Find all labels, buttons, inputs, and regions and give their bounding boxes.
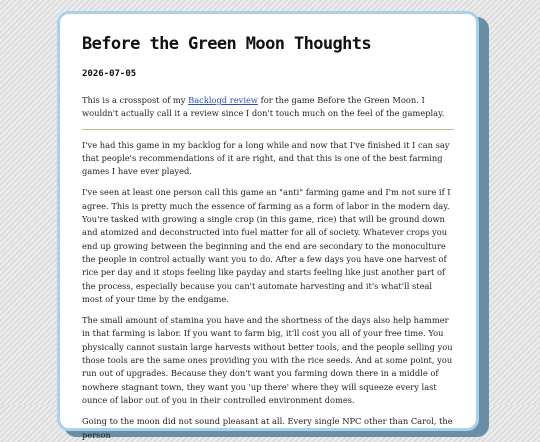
intro-text-after: for the game Before the Green Moon. I wouldn't actually call it a review since I don't touch much on the feel of the gameplay. bbox=[82, 95, 445, 119]
body-paragraph-1: I've had this game in my backlog for a long while and now that I've finished it I can say that people's recommendations of it are right, and that this is one of the best farming games I have ever played. bbox=[82, 139, 450, 177]
post-date: 2026-07-05 bbox=[82, 69, 137, 79]
backlogd-review-link[interactable]: Backlogd review bbox=[188, 95, 258, 105]
intro-text-before: This is a crosspost of my bbox=[82, 95, 189, 105]
body-paragraph-3: The small amount of stamina you have and the shortness of the days also help hammer in that farming is labor. If you want to farm big, it'll cost you all of your free time. You physically cannot sustain large harvests without better tools, and the people selling you those tools are the same ones providing you with the rice seeds. And at some point, you run out of upgrades. Because they don't want you farming down there in a middle of nowhere stagnant town, they want you 'up there' where they will squeeze every last ounce of labor out of you in their controlled environment domes. bbox=[82, 315, 453, 405]
body-paragraph-2: I've seen at least one person call this game an "anti" farming game and I'm not sure if I agree. This is pretty much the essence of farming as a form of labor in the modern day. You're tasked with growing a single crop (in this game, rice) that will be ground down and atomized and deconstructed into fuel matter for all of society. Whatever crops you end up growing between the beginning and the end are secondary to the monoculture the people in control actually want you to do. After a few days you have one harvest of rice per day and it stops feeling like payday and starts feeling like just another part of the process, especially because you can't automate harvesting and it's what'll steal most of your time by the endgame. bbox=[82, 187, 451, 304]
body-paragraph-4: Going to the moon did not sound pleasant at all. Every single NPC other than Carol, the person bbox=[82, 416, 453, 440]
divider bbox=[82, 129, 454, 130]
intro-paragraph bbox=[82, 94, 454, 121]
post-card bbox=[57, 11, 479, 440]
post-title: Before the Green Moon Thoughts bbox=[82, 34, 372, 54]
